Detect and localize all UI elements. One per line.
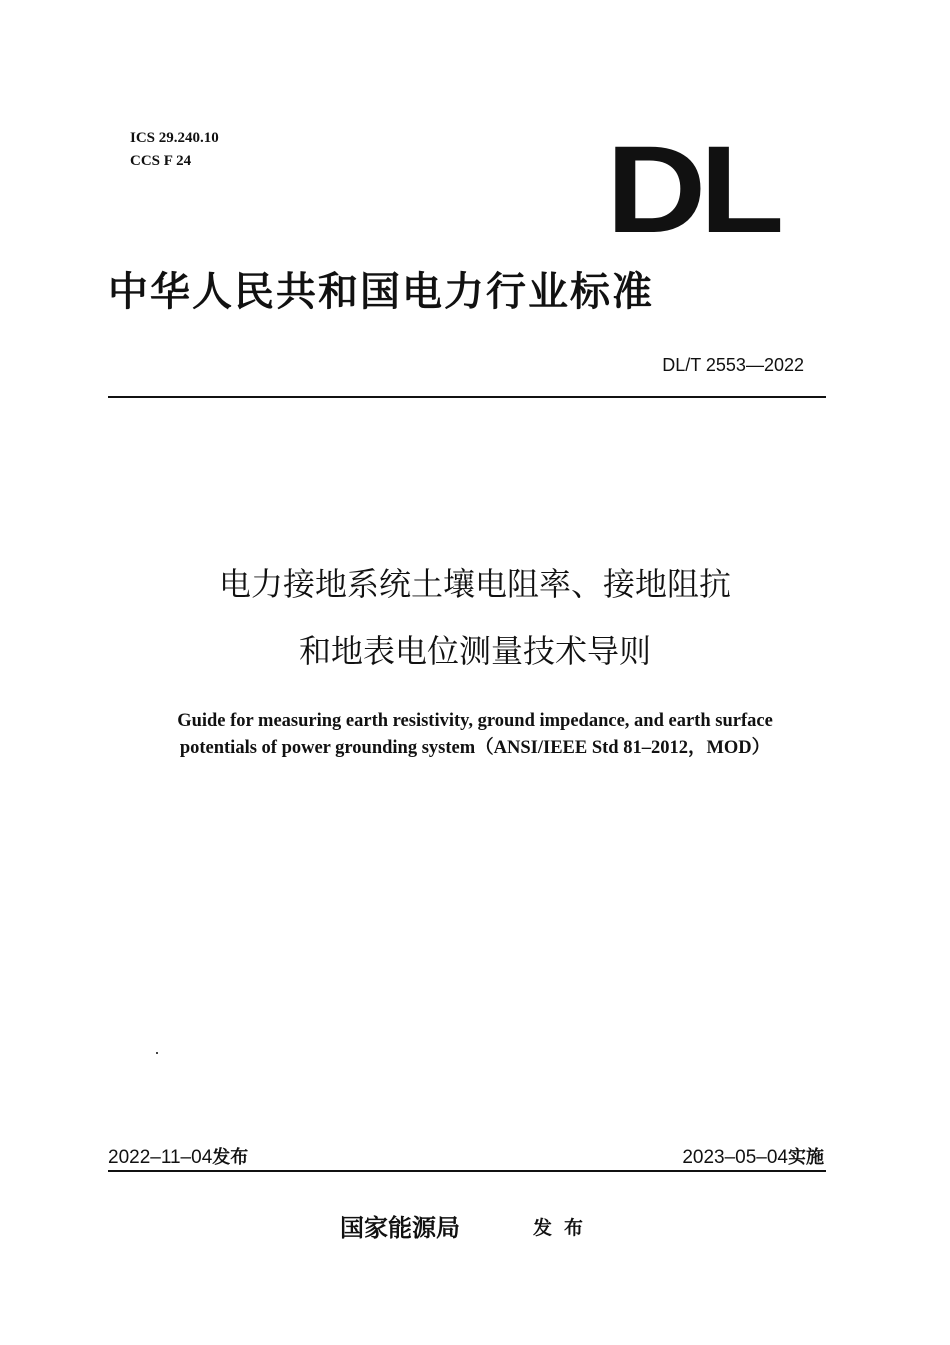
standard-number: DL/T 2553—2022 [662,355,804,375]
chinese-title-line-2: 和地表电位测量技术导则 [298,632,651,670]
effective-date [682,1143,824,1169]
publisher: 国家能源局 [340,1214,460,1242]
top-divider [108,396,826,398]
issue-date [108,1143,248,1169]
issue-date-value: 2022–11–04 [108,1147,213,1168]
bottom-divider [108,1170,826,1172]
english-title-line-1: Guide for measuring earth resistivity, ground impedance, and earth surface [177,711,773,731]
effective-date-value: 2023–05–04 [682,1147,788,1168]
ics-code: ICS 29.240.10 [130,130,219,146]
dl-logo: DL [606,121,778,259]
chinese-title-line-1: 电力接地系统土壤电阻率、接地阻抗 [218,565,731,603]
issue-label: 发布 [212,1147,249,1168]
standard-category: 中华人民共和国电力行业标准 [108,269,654,315]
effective-label: 实施 [788,1147,824,1168]
scan-speck [156,1052,158,1054]
english-title-line-2: potentials of power grounding system（ANSI/IEEE Std 81–2012，MOD） [179,738,771,758]
classification-codes [130,127,219,173]
publish-word: 发布 [533,1217,596,1239]
ccs-code: CCS F 24 [130,153,192,169]
